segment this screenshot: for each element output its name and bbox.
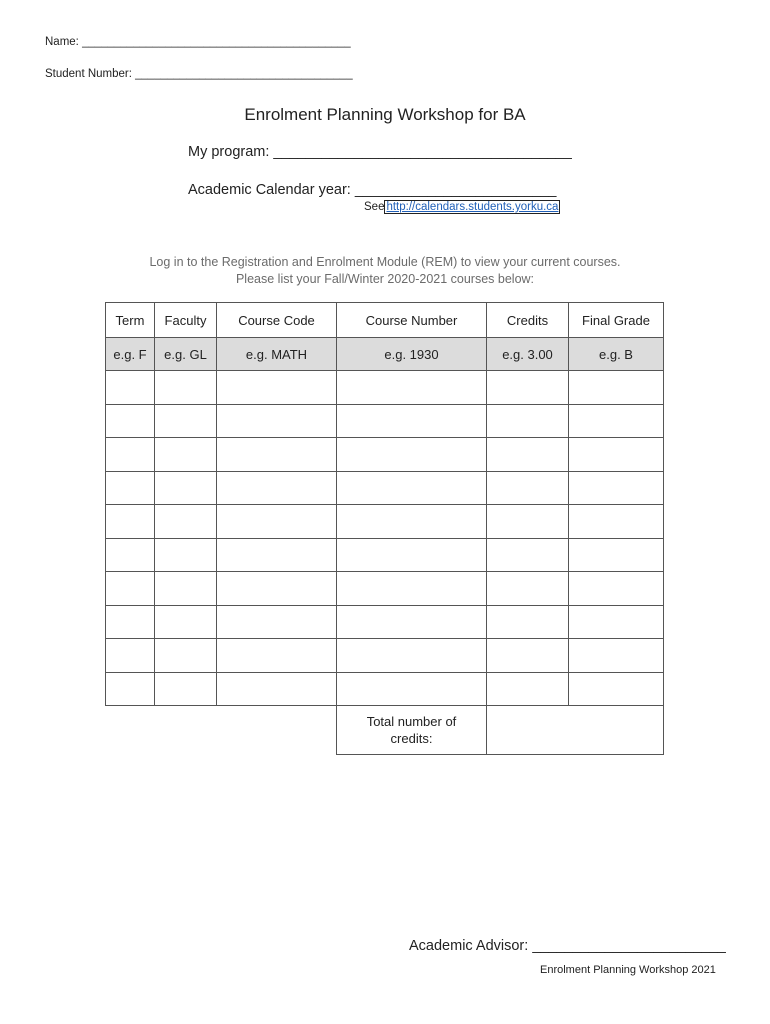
student-number-blank[interactable]: __________________________________ bbox=[135, 68, 353, 80]
instructions-line-1: Log in to the Registration and Enrolment Module (REM) to view your current courses. bbox=[149, 255, 621, 269]
table-row bbox=[106, 639, 664, 673]
academic-advisor-field[interactable] bbox=[409, 938, 726, 954]
credits-cell[interactable] bbox=[487, 605, 569, 639]
course-code-cell[interactable] bbox=[217, 572, 337, 606]
name-blank[interactable]: __________________________________________ bbox=[82, 36, 351, 48]
term-cell[interactable] bbox=[106, 471, 155, 505]
term-cell[interactable] bbox=[106, 438, 155, 472]
course-number-cell[interactable] bbox=[337, 672, 487, 706]
table-row bbox=[106, 505, 664, 539]
term-cell[interactable] bbox=[106, 404, 155, 438]
course-number-cell[interactable] bbox=[337, 639, 487, 673]
table-row bbox=[106, 471, 664, 505]
course-code-cell[interactable] bbox=[217, 672, 337, 706]
final-grade-cell[interactable] bbox=[569, 471, 664, 505]
course-number-cell[interactable] bbox=[337, 605, 487, 639]
course-number-cell[interactable] bbox=[337, 404, 487, 438]
course-number-cell[interactable] bbox=[337, 371, 487, 405]
example-course-code: e.g. MATH bbox=[217, 338, 337, 371]
example-faculty: e.g. GL bbox=[155, 338, 217, 371]
total-credits-label-line-2: credits: bbox=[390, 731, 433, 746]
calendar-year-field[interactable] bbox=[188, 182, 556, 198]
term-cell[interactable] bbox=[106, 505, 155, 539]
credits-cell[interactable] bbox=[487, 404, 569, 438]
faculty-cell[interactable] bbox=[155, 404, 217, 438]
table-row bbox=[106, 672, 664, 706]
final-grade-cell[interactable] bbox=[569, 371, 664, 405]
course-number-cell[interactable] bbox=[337, 538, 487, 572]
example-final-grade: e.g. B bbox=[569, 338, 664, 371]
instructions bbox=[0, 254, 770, 288]
see-label: See bbox=[364, 201, 385, 213]
example-credits: e.g. 3.00 bbox=[487, 338, 569, 371]
credits-cell[interactable] bbox=[487, 572, 569, 606]
program-blank[interactable]: _____________________________________ bbox=[273, 144, 572, 160]
course-number-cell[interactable] bbox=[337, 471, 487, 505]
course-code-cell[interactable] bbox=[217, 438, 337, 472]
final-grade-cell[interactable] bbox=[569, 605, 664, 639]
course-code-cell[interactable] bbox=[217, 471, 337, 505]
faculty-cell[interactable] bbox=[155, 505, 217, 539]
name-field[interactable] bbox=[45, 36, 351, 48]
academic-advisor-label: Academic Advisor: bbox=[409, 938, 529, 954]
total-credits-row bbox=[106, 706, 664, 755]
credits-cell[interactable] bbox=[487, 505, 569, 539]
course-code-cell[interactable] bbox=[217, 371, 337, 405]
term-cell[interactable] bbox=[106, 605, 155, 639]
term-cell[interactable] bbox=[106, 672, 155, 706]
faculty-cell[interactable] bbox=[155, 471, 217, 505]
final-grade-cell[interactable] bbox=[569, 572, 664, 606]
final-grade-cell[interactable] bbox=[569, 538, 664, 572]
table-row bbox=[106, 404, 664, 438]
name-label: Name: bbox=[45, 36, 79, 48]
faculty-cell[interactable] bbox=[155, 639, 217, 673]
table-header-row bbox=[106, 303, 664, 338]
faculty-cell[interactable] bbox=[155, 371, 217, 405]
header-final-grade: Final Grade bbox=[569, 303, 664, 338]
faculty-cell[interactable] bbox=[155, 572, 217, 606]
header-term: Term bbox=[106, 303, 155, 338]
credits-cell[interactable] bbox=[487, 538, 569, 572]
credits-cell[interactable] bbox=[487, 371, 569, 405]
student-number-label: Student Number: bbox=[45, 68, 132, 80]
page-title: Enrolment Planning Workshop for BA bbox=[244, 105, 526, 124]
course-code-cell[interactable] bbox=[217, 505, 337, 539]
course-number-cell[interactable] bbox=[337, 572, 487, 606]
credits-cell[interactable] bbox=[487, 438, 569, 472]
example-term: e.g. F bbox=[106, 338, 155, 371]
header-faculty: Faculty bbox=[155, 303, 217, 338]
faculty-cell[interactable] bbox=[155, 672, 217, 706]
credits-cell[interactable] bbox=[487, 471, 569, 505]
footer-text: Enrolment Planning Workshop 2021 bbox=[540, 964, 716, 976]
table-row bbox=[106, 371, 664, 405]
header-credits: Credits bbox=[487, 303, 569, 338]
term-cell[interactable] bbox=[106, 538, 155, 572]
course-table bbox=[105, 302, 664, 755]
example-row bbox=[106, 338, 664, 371]
instructions-line-2: Please list your Fall/Winter 2020-2021 courses below: bbox=[235, 272, 535, 286]
term-cell[interactable] bbox=[106, 639, 155, 673]
calendar-year-label: Academic Calendar year: bbox=[188, 182, 351, 198]
credits-cell[interactable] bbox=[487, 639, 569, 673]
program-field[interactable] bbox=[188, 144, 572, 160]
course-code-cell[interactable] bbox=[217, 639, 337, 673]
student-number-field[interactable] bbox=[45, 68, 353, 80]
credits-cell[interactable] bbox=[487, 672, 569, 706]
faculty-cell[interactable] bbox=[155, 538, 217, 572]
course-code-cell[interactable] bbox=[217, 404, 337, 438]
course-code-cell[interactable] bbox=[217, 605, 337, 639]
header-course-number: Course Number bbox=[337, 303, 487, 338]
calendar-link[interactable]: http://calendars.students.yorku.ca bbox=[386, 201, 559, 213]
final-grade-cell[interactable] bbox=[569, 505, 664, 539]
table-row bbox=[106, 438, 664, 472]
course-code-cell[interactable] bbox=[217, 538, 337, 572]
academic-advisor-blank[interactable]: ________________________ bbox=[532, 938, 726, 954]
program-label: My program: bbox=[188, 144, 270, 160]
course-number-cell[interactable] bbox=[337, 505, 487, 539]
table-row bbox=[106, 572, 664, 606]
calendar-year-blank[interactable]: _________________________ bbox=[354, 182, 557, 198]
total-credits-label bbox=[337, 706, 487, 755]
total-row-spacer bbox=[106, 706, 337, 755]
faculty-cell[interactable] bbox=[155, 605, 217, 639]
calendar-reference bbox=[364, 201, 560, 213]
total-credits-label-line-1: Total number of bbox=[366, 714, 457, 729]
faculty-cell[interactable] bbox=[155, 438, 217, 472]
table-row bbox=[106, 605, 664, 639]
term-cell[interactable] bbox=[106, 572, 155, 606]
example-course-number: e.g. 1930 bbox=[337, 338, 487, 371]
course-number-cell[interactable] bbox=[337, 438, 487, 472]
final-grade-cell[interactable] bbox=[569, 438, 664, 472]
term-cell[interactable] bbox=[106, 371, 155, 405]
header-course-code: Course Code bbox=[217, 303, 337, 338]
table-row bbox=[106, 538, 664, 572]
final-grade-cell[interactable] bbox=[569, 672, 664, 706]
final-grade-cell[interactable] bbox=[569, 404, 664, 438]
total-credits-cell[interactable] bbox=[487, 706, 664, 755]
final-grade-cell[interactable] bbox=[569, 639, 664, 673]
